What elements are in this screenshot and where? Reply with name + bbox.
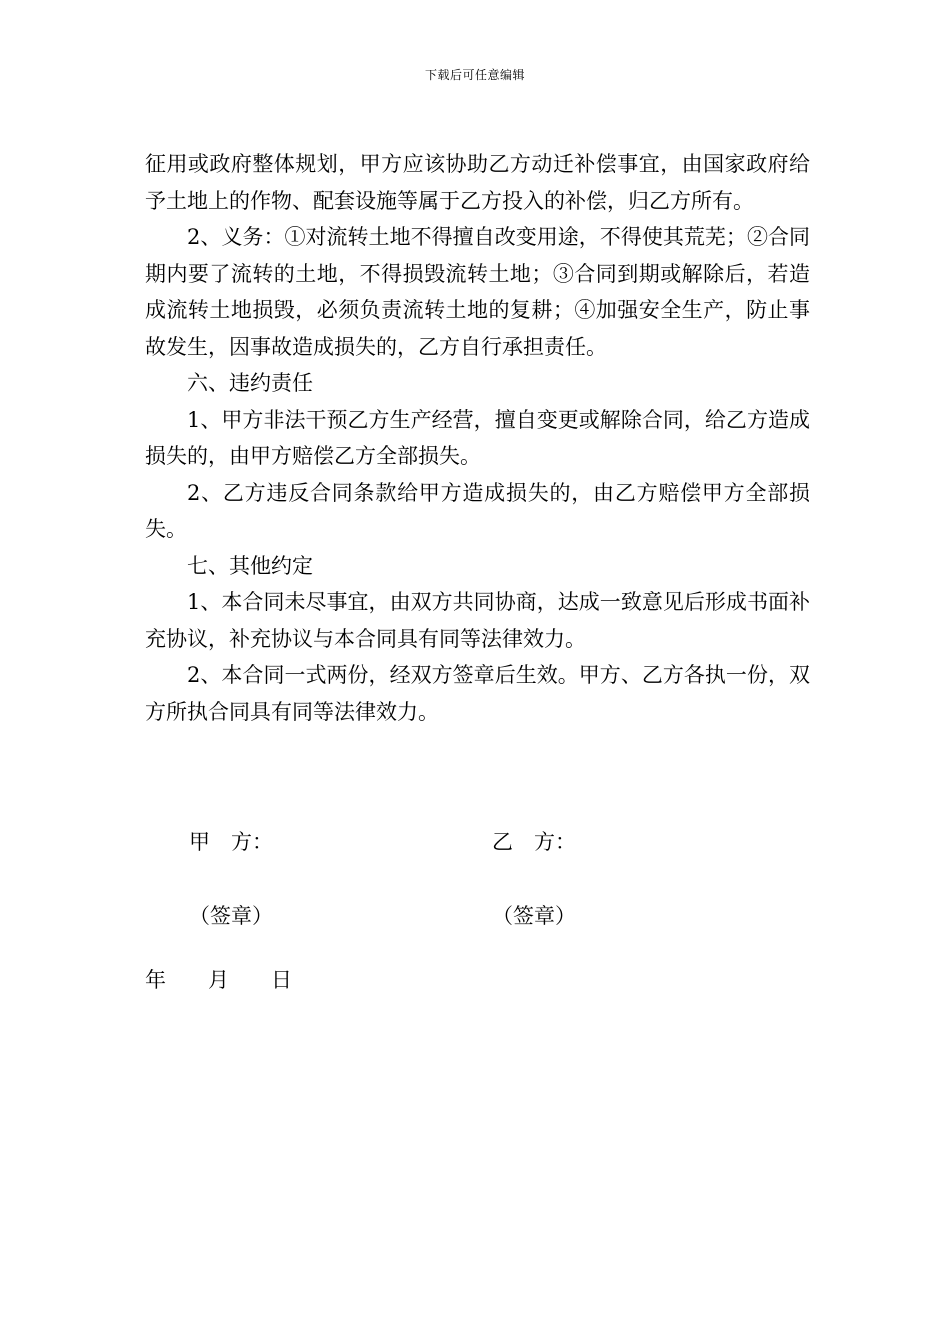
paragraph-continuation: 征用或政府整体规划，甲方应该协助乙方动迁补偿事宜，由国家政府给予土地上的作物、配套设施等属于乙方投入的补偿，归乙方所有。: [145, 152, 810, 213]
paragraph-obligations: 2、义务：①对流转土地不得擅自改变用途，不得使其荒芜；②合同期内要了流转的土地，不得损毁流转土地；③合同到期或解除后，若造成流转土地损毁，必须负责流转土地的复耕；④加强安全生产，防止事故发生，因事故造成损失的，乙方自行承担责任。: [145, 225, 810, 359]
paragraph-breach-party-a: 1、甲方非法干预乙方生产经营，擅自变更或解除合同，给乙方造成损失的，由甲方赔偿乙方全部损失。: [145, 407, 810, 468]
party-a-label: 甲 方：: [189, 830, 273, 854]
party-b-label: 乙 方：: [492, 830, 576, 854]
party-b-seal: （签章）: [492, 904, 576, 928]
signature-party-row: [145, 826, 810, 856]
paragraph-other-2: 2、本合同一式两份，经双方签章后生效。甲方、乙方各执一份，双方所执合同具有同等法律效力。: [145, 663, 810, 724]
signature-date: 年 月 日: [145, 968, 292, 992]
header-note: 下载后可任意编辑: [424, 68, 525, 82]
section-heading-other: 七、其他约定: [187, 553, 313, 578]
paragraph-breach-party-b: 2、乙方违反合同条款给甲方造成损失的，由乙方赔偿甲方全部损失。: [145, 480, 810, 541]
signature-seal-row: [145, 900, 810, 930]
paragraph-other-1: 1、本合同未尽事宜，由双方共同协商，达成一致意见后形成书面补充协议，补充协议与本合同具有同等法律效力。: [145, 590, 810, 651]
party-a-seal: （签章）: [189, 904, 273, 928]
section-heading-breach: 六、违约责任: [187, 371, 313, 395]
contract-body: [145, 146, 810, 730]
signature-date-row: [145, 964, 810, 994]
